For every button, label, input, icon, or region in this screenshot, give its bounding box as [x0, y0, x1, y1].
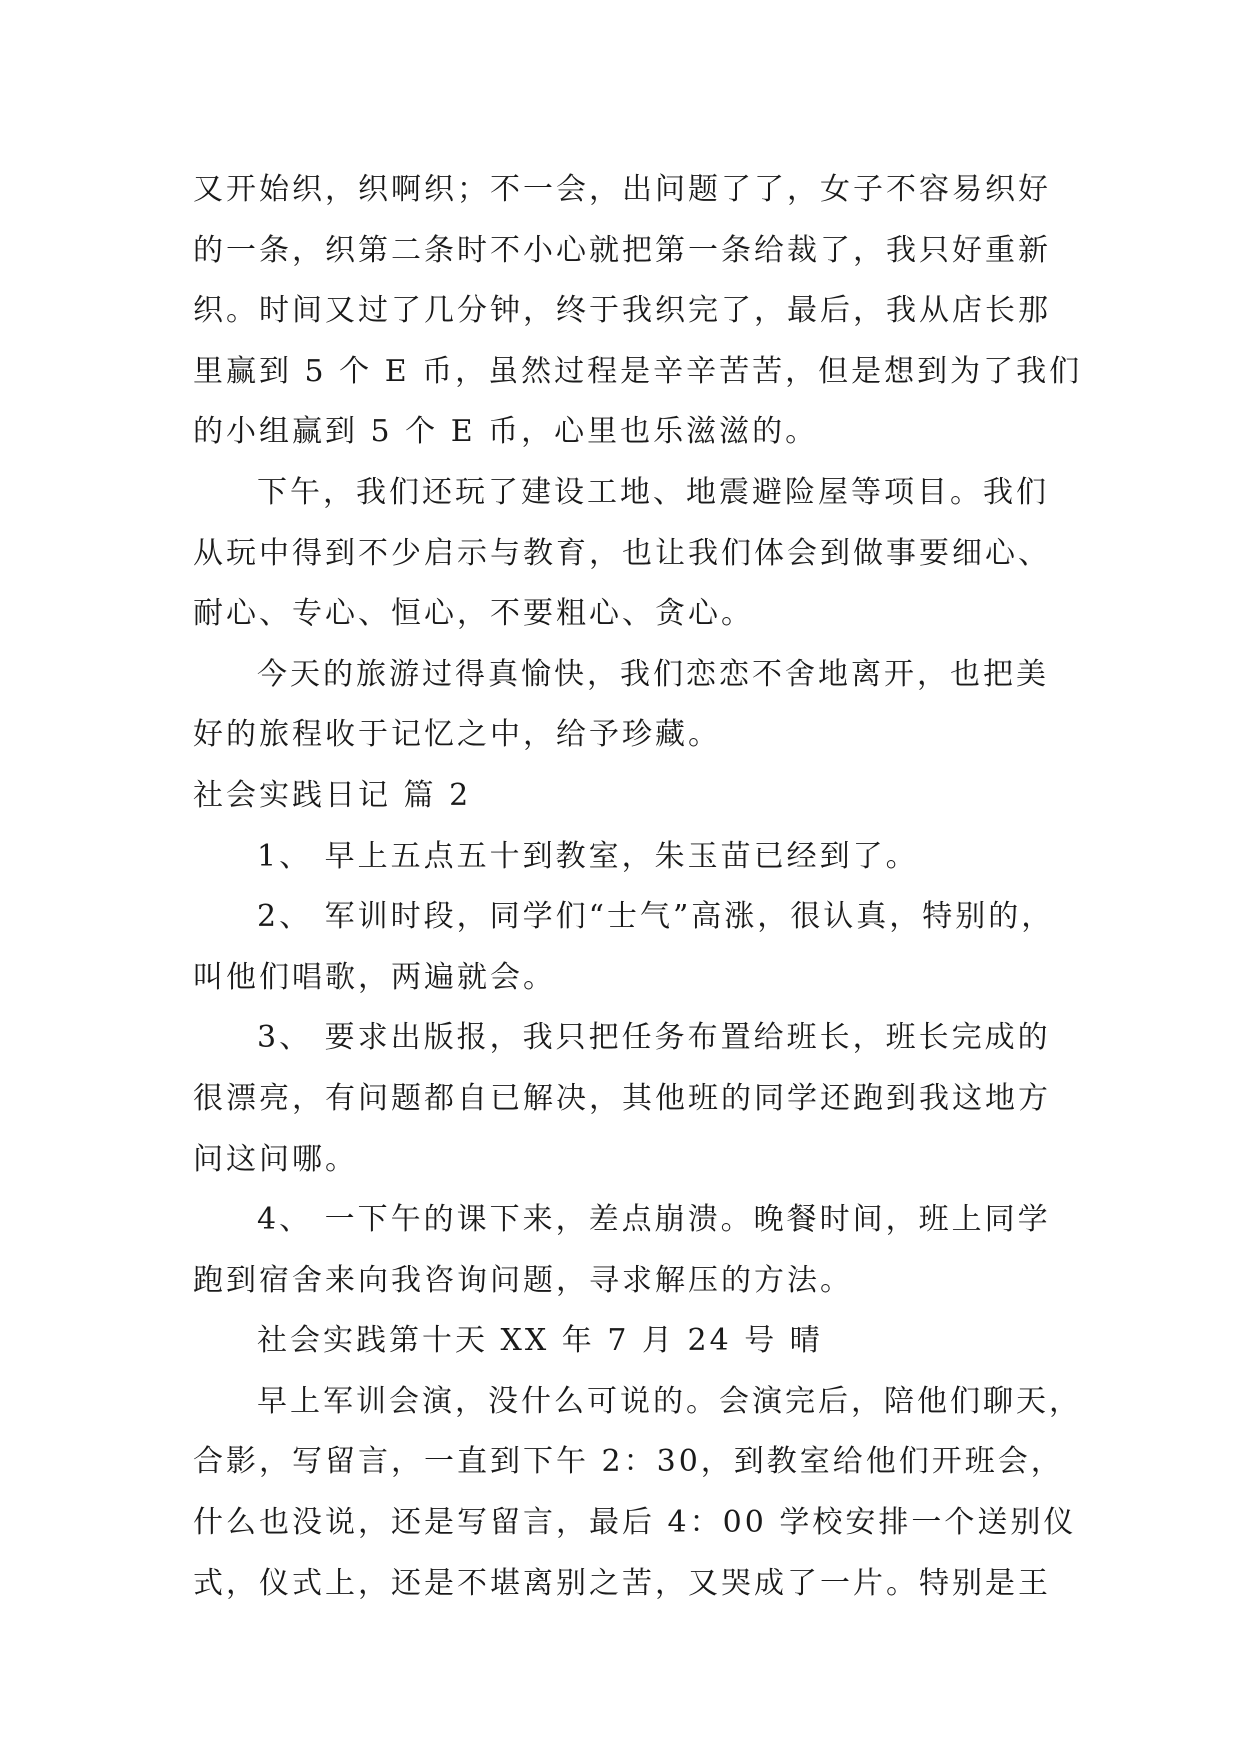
section-heading: 社会实践日记 篇 2: [193, 777, 472, 813]
text-line: 好的旅程收于记忆之中，给予珍藏。: [193, 717, 721, 753]
text-line: 式，仪式上，还是不堪离别之苦，又哭成了一片。特别是王: [193, 1565, 1051, 1601]
text-line: 下午，我们还玩了建设工地、地震避险屋等项目。我们: [257, 474, 1049, 510]
text-line: 叫他们唱歌，两遍就会。: [193, 959, 556, 995]
text-line: 早上军训会演，没什么可说的。会演完后，陪他们聊天，: [257, 1383, 1082, 1419]
text-line: 织。时间又过了几分钟，终于我织完了，最后，我从店长那: [193, 293, 1051, 329]
list-item: 2、 军训时段，同学们“士气”高涨，很认真，特别的，: [257, 899, 1055, 935]
text-line: 从玩中得到不少启示与教育，也让我们体会到做事要细心、: [193, 535, 1051, 571]
text-line: 的小组赢到 5 个 E 币，心里也乐滋滋的。: [193, 414, 819, 450]
text-line: 今天的旅游过得真愉快，我们恋恋不舍地离开，也把美: [257, 656, 1049, 692]
list-item: 3、 要求出版报，我只把任务布置给班长，班长完成的: [257, 1020, 1051, 1056]
text-line: 跑到宿舍来向我咨询问题，寻求解压的方法。: [193, 1262, 853, 1298]
text-line: 耐心、专心、恒心，不要粗心、贪心。: [193, 596, 754, 632]
text-line: 很漂亮，有问题都自已解决，其他班的同学还跑到我这地方: [193, 1080, 1051, 1116]
diary-date-line: 社会实践第十天 XX 年 7 月 24 号 晴: [257, 1323, 823, 1359]
text-line: 什么也没说，还是写留言，最后 4：00 学校安排一个送别仪: [193, 1505, 1077, 1541]
document-body: [193, 160, 1083, 1614]
text-line: 又开始织，织啊织；不一会，出问题了了，女子不容易织好: [193, 172, 1051, 207]
list-item: 4、 一下午的课下来，差点崩溃。晚餐时间，班上同学: [257, 1202, 1051, 1238]
text-line: 合影，写留言，一直到下午 2：30，到教室给他们开班会，: [193, 1444, 1064, 1480]
list-item: 1、 早上五点五十到教室，朱玉苗已经到了。: [257, 838, 919, 874]
text-line: 里赢到 5 个 E 币，虽然过程是辛辛苦苦，但是想到为了我们: [193, 353, 1083, 389]
text-line: 问这问哪。: [193, 1141, 358, 1177]
text-line: 的一条，织第二条时不小心就把第一条给裁了，我只好重新: [193, 232, 1051, 268]
